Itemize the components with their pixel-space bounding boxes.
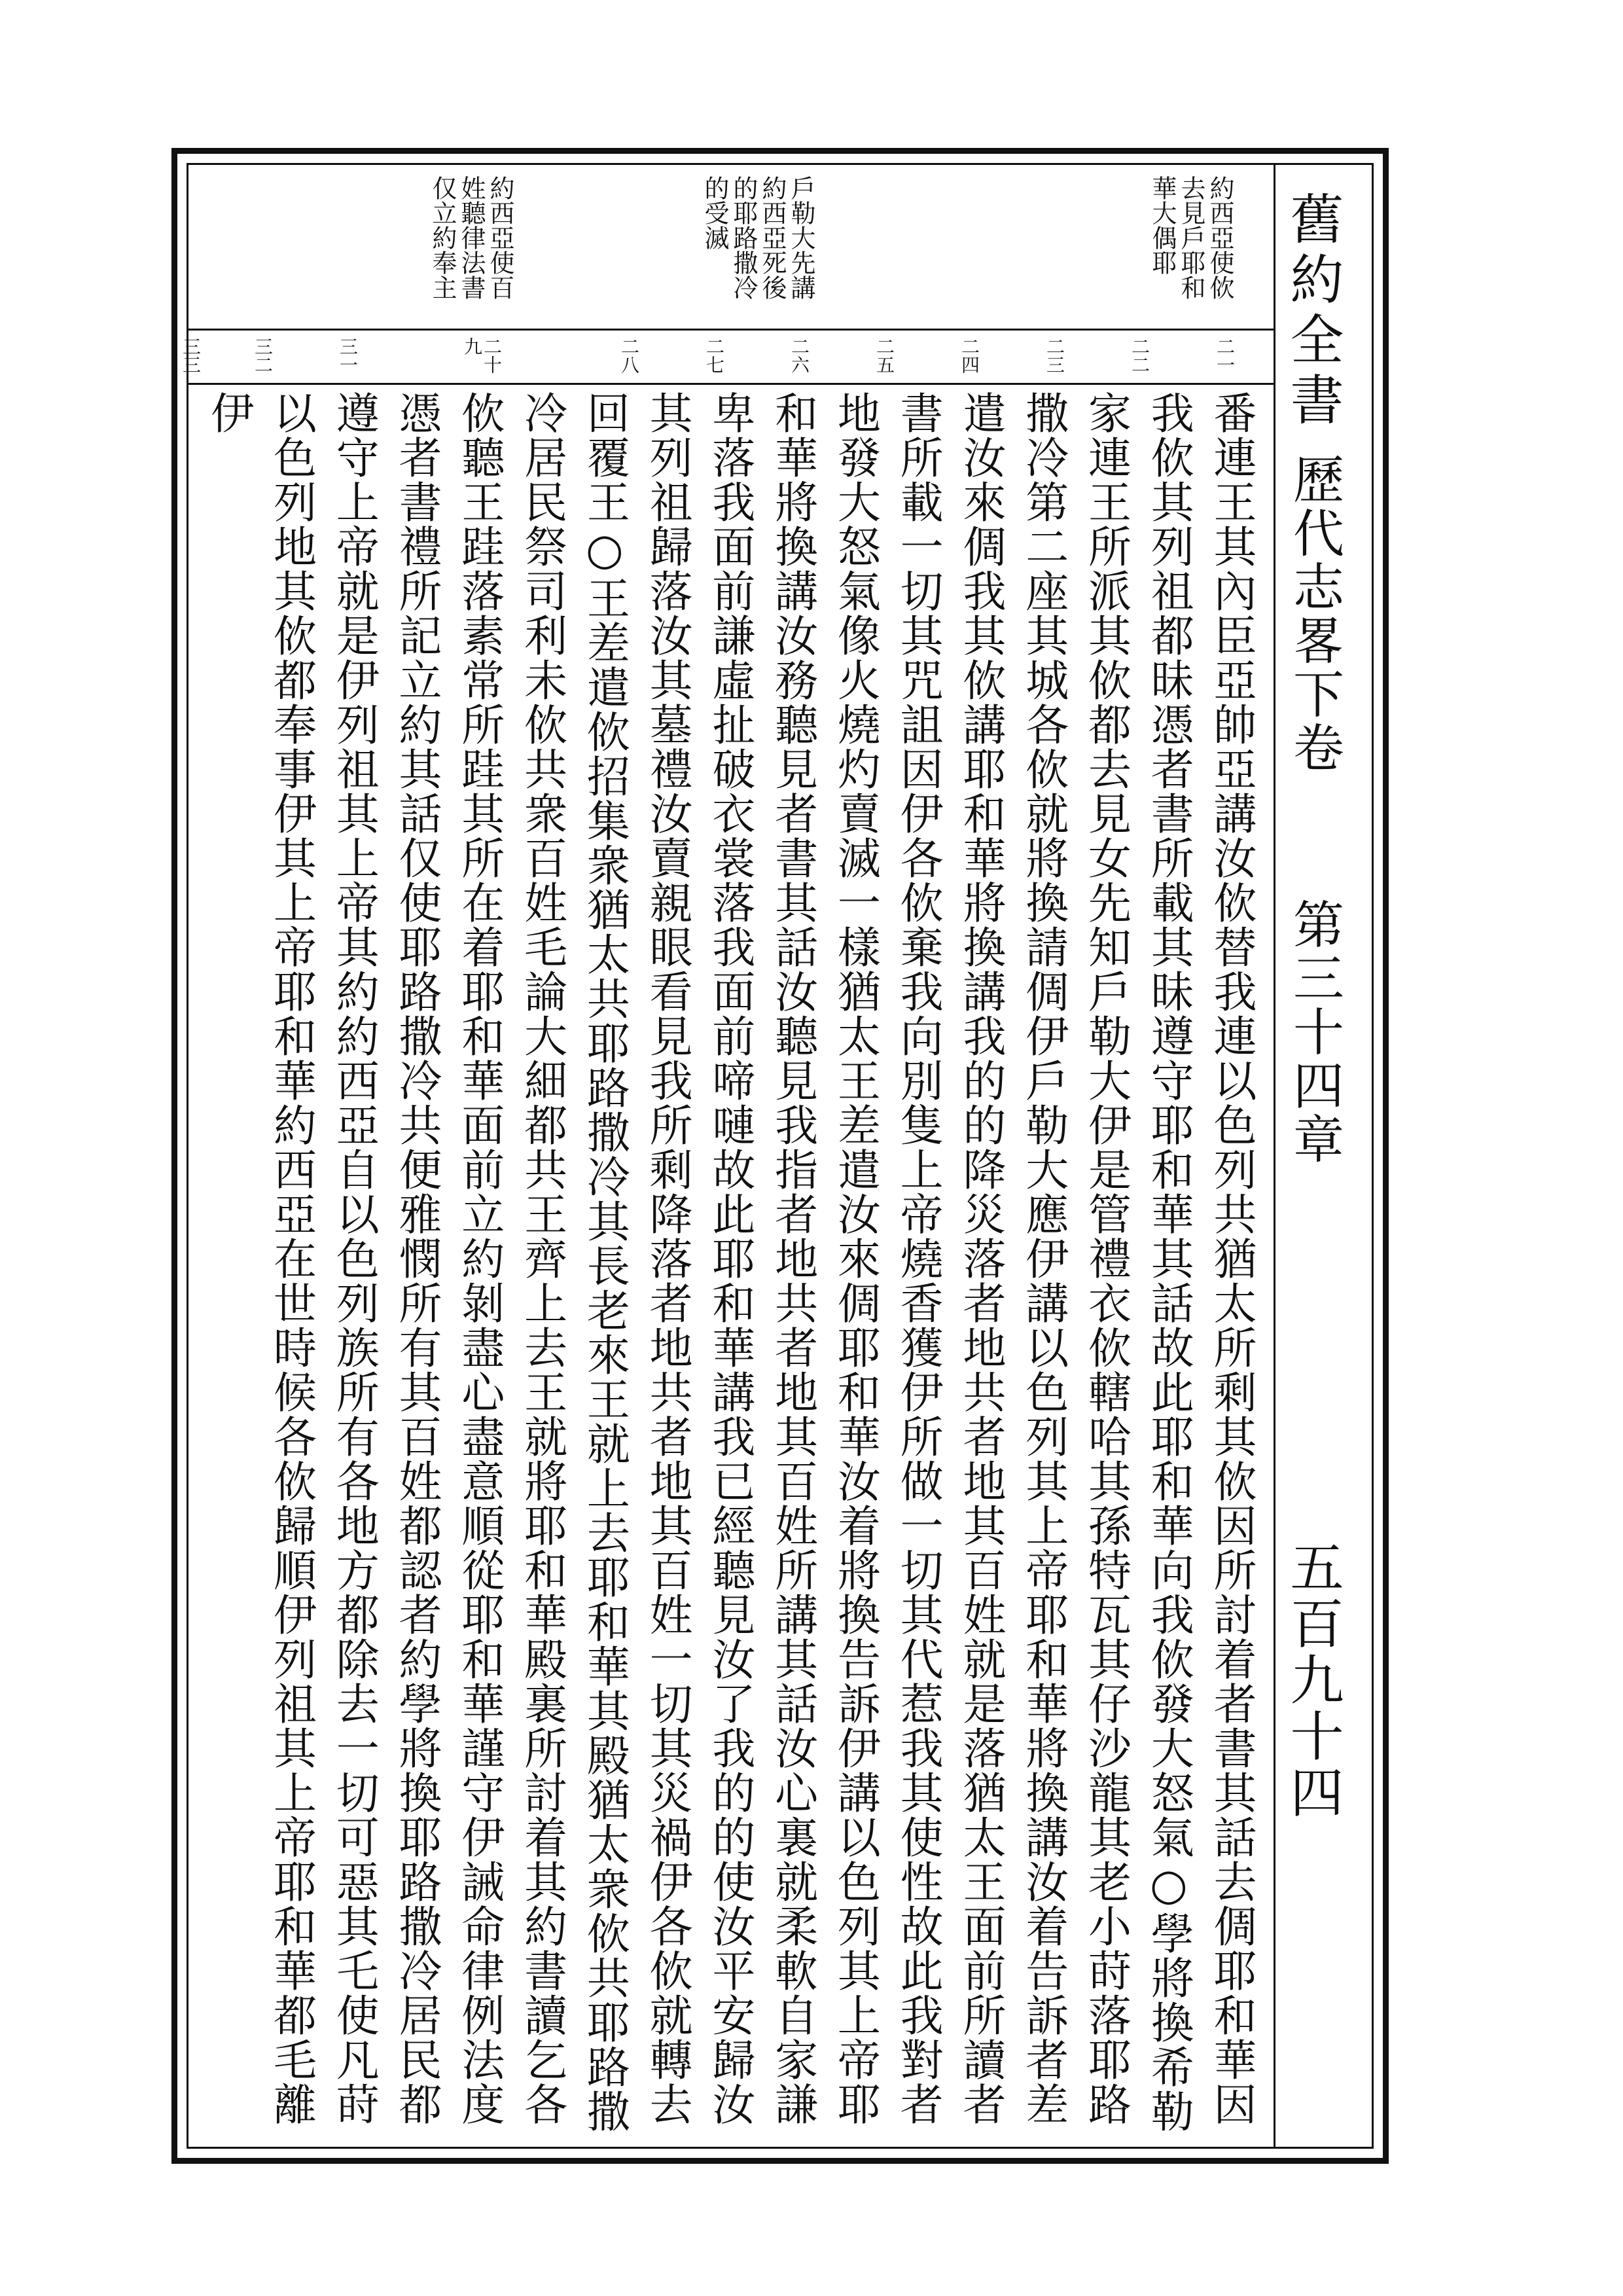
text-column: 書所載一切其咒詛因伊各佽棄我向別隻上帝燒香獲伊所做一切其代惹我其使性故此我對者 — [893, 391, 944, 2126]
main-text — [202, 391, 1267, 2134]
verse-number: 二一 — [1214, 337, 1236, 374]
text-column: 冷居民祭司利未佽共衆百姓毛論大細都共王齊上去王就將耶和華殿裏所討着其約書讀乞各 — [516, 391, 567, 2126]
verse-number: 二八 — [618, 337, 640, 374]
page-border — [171, 148, 1389, 2164]
text-column: 佽聽王跬落素常所跬其所在着耶和華面前立約剝盡心盡意順從耶和華謹守伊誡命律例法度 — [454, 391, 505, 2126]
verse-number: 二五 — [874, 337, 895, 374]
verse-number: 二三 — [1044, 337, 1065, 374]
verse-number: 二四 — [959, 337, 980, 374]
verse-number: 二二 — [1129, 337, 1150, 374]
section-title: 歷代志畧下卷 — [1285, 453, 1344, 775]
verse-number: 二十九 — [461, 337, 503, 374]
text-column: 和華將換講汝務聽見者書其話汝聽見我指者地共者地其百姓所講其話汝心裏就柔軟自家謙 — [767, 391, 818, 2126]
chapter-label: 第三十四章 — [1285, 898, 1344, 1166]
margin-notes — [188, 165, 1274, 331]
margin-note: 戶勒大先講約西亞死後的耶路撒冷的受滅 — [700, 175, 815, 300]
text-column: 撒冷第二座其城各佽就將換請倜伊戶勒大應伊講以色列其上帝耶和華將換講汝着告訴者差 — [1018, 391, 1069, 2126]
text-column: 遵守上帝就是伊列祖其上帝其約約西亞自以色列族所有各地方都除去一切可惡其乇使凡莳 — [329, 391, 380, 2126]
margin-note: 約西亞使百姓聽律法書仅立約奉主 — [428, 175, 514, 300]
page-inner-border — [180, 163, 1374, 2149]
book-title: 舊約全書 — [1281, 191, 1344, 432]
text-column: 以色列地其佽都奉事伊其上帝耶和華約西亞在世時候各佽歸順伊列祖其上帝耶和華都毛離 — [266, 391, 317, 2126]
verse-number: 二六 — [789, 337, 810, 374]
margin-note: 約西亞使佽去見戶耶和華大偶耶 — [1148, 175, 1234, 300]
verse-number: 二七 — [704, 337, 725, 374]
text-column: 家連王所派其佽都去見女先知戶勒大伊是管禮衣佽轄哈其孫特瓦其仔沙龍其老小莳落耶路 — [1080, 391, 1132, 2126]
verse-number: 三三 — [180, 337, 202, 374]
text-column: 遣汝來倜我其佽講耶和華將換講我的的降災落者地共者地其百姓就是落猶太王面前所讀者 — [955, 391, 1006, 2126]
text-column: 其列祖歸落汝其墓禮汝賣親眼看見我所剩降落者地共者地其百姓一切其災禍伊各佽就轉去 — [642, 391, 693, 2126]
page-number: 五百九十四 — [1281, 1539, 1344, 1821]
text-column: 我佽其列祖都昧憑者書所載其昧遵守耶和華其話故此耶和華向我佽發大怒氣○學將換希勒 — [1143, 391, 1194, 2134]
verse-number: 三二 — [252, 337, 274, 374]
text-column: 回覆王○王差遣佽招集衆猶太共耶路撒冷其長老來王就上去耶和華其殿猶太衆佽共耶路撒 — [579, 391, 630, 2134]
text-column: 卑落我面前謙虛扯破衣裳落我面前啼嗹故此耶和華講我已經聽見汝了我的的使汝平安歸汝 — [704, 391, 755, 2126]
text-column: 伊 — [203, 391, 254, 435]
page-header — [1274, 165, 1372, 2147]
text-column: 憑者書禮所記立約其話仅使耶路撒冷共便雅憫所有其百姓都認者約學將換耶路撒冷居民都 — [391, 391, 442, 2126]
text-column: 地發大怒氣像火燒灼賣滅一樣猶太王差遣汝來倜耶和華汝着將換告訴伊講以色列其上帝耶 — [830, 391, 881, 2126]
verse-number-row — [180, 331, 1274, 385]
verse-number: 三一 — [337, 337, 359, 374]
text-column: 番連王其內臣亞帥亞講汝佽替我連以色列共猶太所剩其佽因所討着者書其話去倜耶和華因 — [1206, 391, 1257, 2126]
